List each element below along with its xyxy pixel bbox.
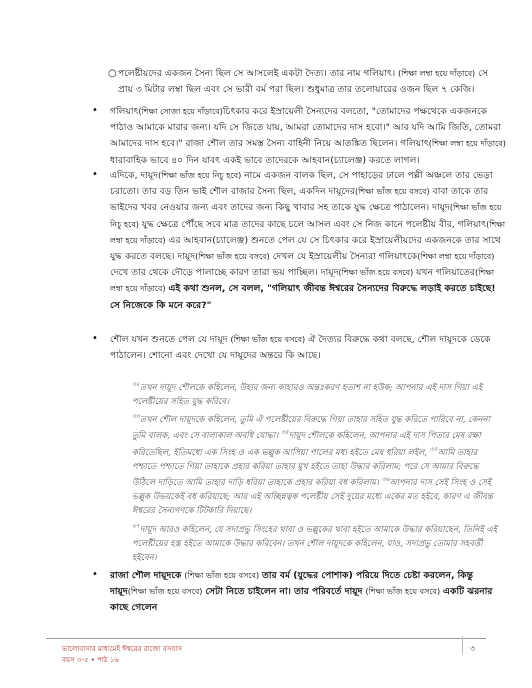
paragraph-goliath-challenge [110,104,506,169]
sub-item-text: পলেষ্টীয়দের একজন সৈন্য ছিল সে আসলেই একটা দৈত্য। তার নাম গলিয়াৎ। [118,68,396,79]
para-text-bold: সেটা নিতে চাইলেন না। তার পরিবর্তে দায়ূদ [205,586,363,598]
bullet-icon: • [92,569,98,580]
para-text: শৌল যখন শুনতে পেল যে দায়ূদ [110,334,228,345]
action-note: (শিক্ষা ভাঁজ হয়ে বসবে) [127,587,203,597]
para-text-bold: একটি ঝরনার কাছে গেলেন [110,586,493,614]
para-text: দেখে তার থেকে দৌড়ে পালাচ্ছে কারণ তারা ভয় পাচ্ছিল। দায়ূদ [110,267,339,279]
para-text-bold: তার বর্ম (যুদ্ধের পোশাক) পরিয়ে দিতে চেষ্টা করলেন, কিন্তু দায়ূদ [110,570,474,598]
para-text: এদিকে, দায়ূদ [110,170,159,181]
verse-text: তখন দায়ূদ শৌলকে কহিলেন, উহার জন্য কাহারও অন্তঃকরণ হতাশ না হউক; আপনার এই দাস গিয়া এই পলেষ্টীয়ের সহিত যুদ্ধ করিবে। [132,381,483,407]
action-note: (শিক্ষা ভাঁজ হয়ে বসবে) [365,587,441,597]
para-text: এর আহবান(চ্যালেঞ্জ) শুনতে পেল যে সে চিৎকার করে ইস্রায়েলীয়দের একজনকে তার সাথে যুদ্ধ করতে বলছে। দায়ূদ [110,234,501,263]
scripture-verse [132,378,504,408]
para-text-bold: এই কথা শুনল, সে বলল, "গলিয়াৎ জীবন্ত ঈশ্বরের সৈন্যদের বিরুদ্ধে লড়াই করতে চাইছে! সে নিজেকে কি মনে করে?" [110,283,496,311]
action-note: (শিক্ষা সোজা হয়ে দাঁড়াবে) [138,107,223,116]
bullet-icon: • [92,169,98,180]
action-note: (শিক্ষা ভাঁজ হয়ে বসবে) [184,571,260,580]
action-note: (শিক্ষা লম্বা হয়ে দাঁড়াবে) [110,219,506,245]
verse-text: আপনার দাস সেই সিংহ ও সেই ভল্লুক উভয়কেই বধ করিয়াছে; আর এই অচ্ছিন্নত্বক পলেষ্টীয় সেই দুয়ের মধ্যে একের মত হইবে, কারণ এ জীবন্ত ঈশ্বরের সৈন্যগণকে টিটকারি দিয়াছে। [132,476,493,516]
para-text: বাবা তাকে তার ভাইদের খবর নেওয়ার জন্য এবং তাদের জন্য কিছু খাবার সহ তাকে যুদ্ধ ক্ষেত্রে পাঠালেন। দায়ূদ [110,186,489,214]
action-note: (শিক্ষা ভাঁজ হয়ে বসবে) [338,268,414,278]
footer-separator [462,636,463,654]
verse-number: ৩৬ [381,475,390,483]
action-note: (শিক্ষা ভাঁজ হয়ে নিচু হবে) [110,203,502,229]
action-note: (শিক্ষা ভাঁজ হয়ে নিচু হবে) [158,171,242,180]
para-text: ঐ দৈত্যর বিরুদ্ধে কথা বলছে, শৌল দায়ূদকে ডেকে পাঠালেন। শোনো এবং দেখো যে দায়ূদের অন্তরে কি আছে। [110,334,491,362]
paragraph-saul-armor [110,568,506,617]
para-text: ধারাবাহিক ভাবে ৪০ দিন যাবৎ একই ভাবে তাদেরকে আহবান(চ্যালেঞ্জ) করতে লাগল। [110,154,420,166]
page-number: ৩ [470,644,476,653]
footer-course-info [62,644,182,666]
verse-number: ৩৩ [132,413,140,421]
verse-text: আমি তাহার পশ্চাতে পশ্চাতে গিয়া তাহাকে প্রহার করিয়া তাহার মুখ হইতে তাহা উদ্ধার করিলাম; পরে সে আমার বিরুদ্ধে উঠিলে দাড়িতে আমি তাহার দাড়ি ধরিয়া তাহাকে প্রহার করিয়া বধ করিলাম। [132,446,479,487]
verse-number: ৩৫ [429,445,438,453]
verse-number: ৩৪ [280,429,289,437]
sub-item-paragraph [118,66,504,98]
verse-number: ৩২ [132,381,140,388]
para-text: নামে একজন বালক ছিল, সে পাহাড়ের ঢালে পল্লী অঞ্চলে তার ভেড়া চরাতো। তার বড় তিন ভাই শৌল রাজার সৈন্য ছিল, একদিন দায়ূদের [110,170,493,198]
para-text: যুদ্ধ ক্ষেত্রে পৌঁছে সবে মাত্র তাদের কাছে চলে আসল এবং সে নিজ কানে পলেষ্টীয় বীর, গলিয়াৎ [141,218,487,230]
verse-text: তখন শৌল দায়ূদকে কহিলেন, তুমি ঐ পলেষ্টীয়ের বিরুদ্ধে গিয়া তাহার সহিত যুদ্ধ করিতে পারিবে না, কেননা তুমি বালক, এবং সে বাল্যকাল অবধি যোদ্ধা। [132,414,490,441]
scripture-quote-block [132,378,504,566]
action-note: (শিক্ষা লম্বা হয়ে দাঁড়াবে) [428,139,506,149]
paragraph-david-arrives [110,168,506,314]
action-note: (শিক্ষা লম্বা হয়ে দাঁড়াবে) [417,252,495,262]
action-note: (শিক্ষা ভাঁজ হয়ে বসবে) [230,335,306,344]
scripture-verse [132,410,504,517]
footer-divider [46,638,486,639]
bullet-icon: • [92,333,98,344]
paragraph-saul-calls-david [110,332,506,364]
para-text-bold: রাজা শৌল দায়ূদকে [110,570,182,581]
para-text: গলিয়াৎ [110,106,139,117]
para-text: দেখল যে ইস্রায়েলীয় সৈন্যরা গলিয়াৎকে [272,251,418,263]
para-text: চিৎকার করে ইস্রায়েলী সৈন্যদের বলতো, "তোমাদের পক্ষথেকে একজনকে পাঠাও আমাকে মারার জন্য। যদি সে জিতে যায়, আমরা তোমাদের দাস হবো।" আর যদি আমি জিতি, তোমরা আমাদের দাস হবে।" রাজা শৌল তার সমস্ত সৈন্য বাহিনী নিয়ে আতঙ্কিত ছিলেন। গলিয়াৎ [110,106,501,150]
action-note: (শিক্ষা লম্বা হয়ে দাঁড়াবে) [110,268,495,294]
scripture-verse [132,520,504,565]
action-note: (শিক্ষা ভাঁজ হয়ে বসবে) [195,252,270,262]
verse-text: দায়ূদ আরও কহিলেন, যে সদাপ্রভু সিংহের থাবা ও ভল্লুকের থাবা হইতে আমাকে উদ্ধার করিয়াছেন, তিনিই এই পলেষ্টীয়ের হস্ত হইতে আমাকে উদ্ধার করিবেন। তখন শৌল দায়ূদকে কহিলেন, যাও, সদাপ্রভু তোমার সহবর্ত্তী হইবেন। [132,523,498,563]
sub-bullet-icon: ○ [108,68,117,79]
footer-subtitle: বয়স ৩-৫ • পাঠ ১৬ [62,656,119,664]
verse-number: ৩৭ [132,522,140,530]
action-note: (শিক্ষা ভাঁজ হয়ে বসবে) [355,187,430,197]
para-text: যখন গলিয়াতের [416,267,476,279]
sub-item-note: (শিক্ষা লম্বা হয়ে দাঁড়াবে) [398,69,476,78]
footer-title: ভালোবাসার মাধ্যমেই ঈশ্বরের রাজ্যে বসবাস [62,645,182,653]
verse-text: দায়ূদ শৌলকে কহিলেন, আপনার এই দাস পিতার মেষ রক্ষা করিতেছিল, ইতিমধ্যে এক সিংহ ও এক ভল্লুক আসিয়া পালের মধ্য হইতে মেষ ধরিয়া লইল, [132,430,481,457]
bullet-icon: • [92,105,98,116]
sub-item-text: সে প্রায় ৩ মিটার লম্বা ছিল এবং সে ভারী বর্ম পরা ছিল। শুধুমাত্র তার তলোয়ারের ওজন ছিল ৭ কেজি। [118,68,488,95]
